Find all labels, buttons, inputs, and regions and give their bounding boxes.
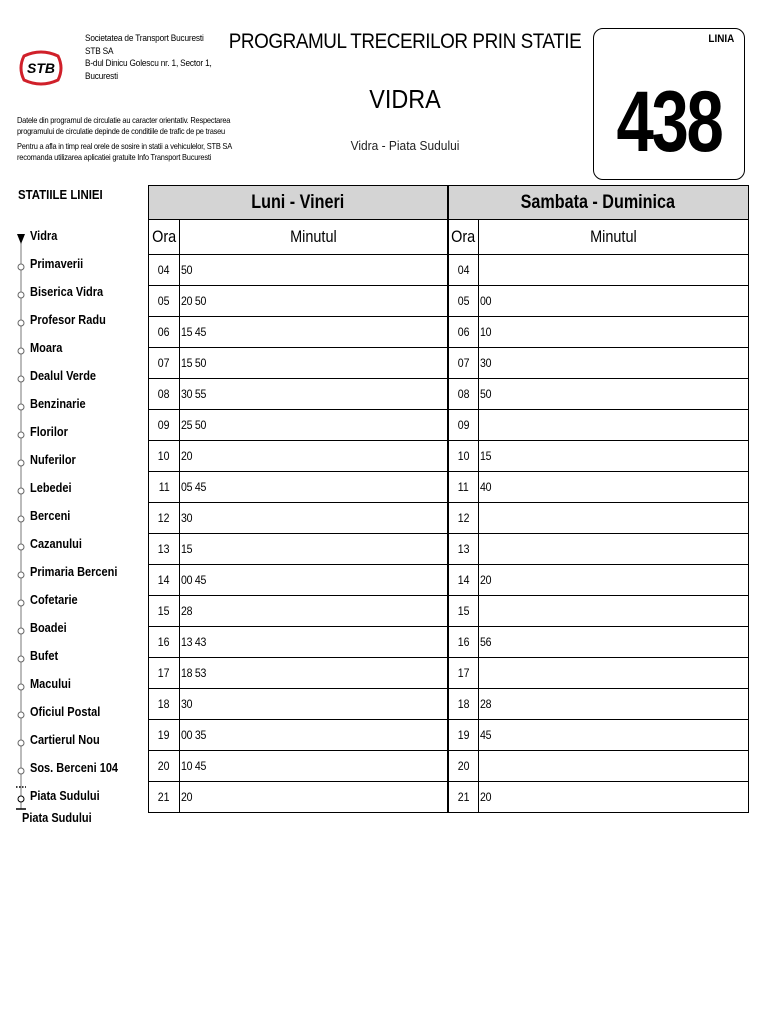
weekday-minutes-cell: 15 50 [180,348,448,379]
weekend-minutes-cell: 15 [479,441,749,472]
note-line: Pentru a afla in timp real orele de sosire in statii a vehiculelor, STB SA [17,141,232,151]
weekday-minutes-cell: 20 [180,782,448,813]
table-row [149,503,749,534]
weekday-minutes-cell: 30 [180,689,448,720]
station-item: Sos. Berceni 104 [30,761,119,775]
weekend-minutes-cell: 40 [479,472,749,503]
stop-marker-icon [18,404,24,410]
table-row [149,410,749,441]
stop-marker-icon [18,768,24,774]
table-row [149,441,749,472]
stop-marker-icon [18,600,24,606]
company-line: Societatea de Transport Bucuresti [85,33,204,43]
stop-marker-icon [18,320,24,326]
weekday-hour-cell: 07 [149,348,180,379]
table-row [149,658,749,689]
stations-title: STATIILE LINIEI [18,187,103,202]
weekend-hour-cell: 11 [448,472,479,503]
table-row [149,534,749,565]
weekday-header: Luni - Vineri [149,186,448,220]
weekend-minutes-cell: 00 [479,286,749,317]
stop-marker-icon [18,376,24,382]
station-item: Profesor Radu [30,313,106,327]
weekend-hour-cell: 16 [448,627,479,658]
weekend-minutes-cell: 45 [479,720,749,751]
station-item: Primaverii [30,257,84,271]
weekday-minutes-cell: 00 45 [180,565,448,596]
station-item: Oficiul Postal [30,705,101,719]
weekday-hour-cell: 21 [149,782,180,813]
company-line: Bucuresti [85,70,118,81]
terminus-stop-icon [18,796,24,802]
stop-marker-icon [18,432,24,438]
table-row [149,782,749,813]
weekend-minutes-cell [479,658,749,689]
line-label: LINIA [708,33,735,45]
weekend-header: Sambata - Duminica [448,186,749,220]
weekday-hour-cell: 13 [149,534,180,565]
company-line: STB SA [85,45,114,56]
station-item: Moara [30,341,63,355]
weekend-minutes-cell: 28 [479,689,749,720]
station-item: Piata Sudului [30,789,100,803]
station-item: Cazanului [30,537,82,551]
station-item: Lebedei [30,481,72,495]
weekday-hour-header: Ora [149,220,180,255]
weekday-minutes-cell: 05 45 [180,472,448,503]
weekend-hour-cell: 15 [448,596,479,627]
weekday-minutes-cell: 20 50 [180,286,448,317]
stop-marker-icon [18,656,24,662]
table-row [149,472,749,503]
weekday-hour-cell: 05 [149,286,180,317]
weekday-minutes-cell: 28 [180,596,448,627]
stop-marker-icon [18,740,24,746]
company-line: B-dul Dinicu Golescu nr. 1, Sector 1, [85,58,212,68]
station-item: Florilor [30,425,68,439]
weekend-minutes-cell: 30 [479,348,749,379]
weekday-hour-cell: 04 [149,255,180,286]
station-item: Benzinarie [30,397,86,411]
stop-marker-icon [18,348,24,354]
weekend-hour-cell: 21 [448,782,479,813]
table-row [149,689,749,720]
weekend-hour-cell: 06 [448,317,479,348]
weekend-hour-cell: 17 [448,658,479,689]
table-row [149,348,749,379]
stop-marker-icon [18,292,24,298]
weekend-hour-cell: 10 [448,441,479,472]
note-line: recomanda utilizarea aplicatiei gratuite Info Transport Bucuresti [17,151,212,162]
weekend-minutes-cell [479,596,749,627]
station-item: Cartierul Nou [30,733,100,747]
weekday-minutes-cell: 20 [180,441,448,472]
note-line: Datele din programul de circulatie au caracter orientativ. Respectarea [17,115,231,125]
weekday-minutes-cell: 30 [180,503,448,534]
weekend-hour-cell: 08 [448,379,479,410]
weekday-minutes-cell: 18 53 [180,658,448,689]
weekend-minutes-cell [479,751,749,782]
stop-marker-icon [18,628,24,634]
weekend-hour-cell: 20 [448,751,479,782]
weekend-minutes-cell: 20 [479,782,749,813]
weekday-minutes-cell: 15 45 [180,317,448,348]
station-item: Boadei [30,621,67,635]
station-item: Cofetarie [30,593,78,607]
weekday-hour-cell: 09 [149,410,180,441]
weekday-hour-cell: 15 [149,596,180,627]
table-row [149,751,749,782]
weekend-hour-cell: 19 [448,720,479,751]
weekend-hour-header: Ora [448,220,479,255]
note-line: programului de circulatie depinde de conditiile de trafic de pe traseu [17,125,225,136]
logo-text: STB [27,60,55,76]
weekend-minute-header: Minutul [479,220,749,255]
stop-marker-icon [18,460,24,466]
stop-marker-icon [18,516,24,522]
weekday-minutes-cell: 10 45 [180,751,448,782]
weekday-hour-cell: 12 [149,503,180,534]
stations-list [0,0,150,1024]
stop-marker-icon [18,488,24,494]
stop-marker-icon [18,684,24,690]
weekday-hour-cell: 06 [149,317,180,348]
program-title: PROGRAMUL TRECERILOR PRIN STATIE [228,30,582,53]
weekend-minutes-cell [479,534,749,565]
timetable [148,185,749,813]
stop-marker-icon [18,712,24,718]
weekend-minutes-cell: 56 [479,627,749,658]
table-row [149,255,749,286]
weekend-minutes-cell [479,503,749,534]
weekday-minutes-cell: 13 43 [180,627,448,658]
weekend-hour-cell: 07 [448,348,479,379]
weekend-hour-cell: 18 [448,689,479,720]
station-item: Vidra [30,229,58,243]
table-row [149,286,749,317]
weekday-hour-cell: 18 [149,689,180,720]
stop-marker-icon [18,544,24,550]
route-subtitle: Vidra - Piata Sudului [350,138,460,153]
weekday-hour-cell: 14 [149,565,180,596]
weekday-minutes-cell: 50 [180,255,448,286]
weekend-minutes-cell [479,410,749,441]
station-item: Macului [30,677,71,691]
station-title: VIDRA [369,84,441,114]
stop-marker-icon [18,572,24,578]
weekday-minutes-cell: 15 [180,534,448,565]
current-stop-marker-icon [17,234,25,244]
weekday-hour-cell: 16 [149,627,180,658]
station-item: Nuferilor [30,453,76,467]
table-row [149,627,749,658]
weekday-hour-cell: 17 [149,658,180,689]
weekend-hour-cell: 04 [448,255,479,286]
station-item: Primaria Berceni [30,565,118,579]
line-box [593,28,745,180]
weekday-minutes-cell: 25 50 [180,410,448,441]
table-row [149,720,749,751]
weekend-hour-cell: 09 [448,410,479,441]
table-row [149,317,749,348]
table-row [149,565,749,596]
terminus-label: Piata Sudului [22,811,92,825]
route-line-diagram [0,0,30,1024]
stop-marker-icon [18,264,24,270]
table-row [149,596,749,627]
table-row [149,379,749,410]
weekday-hour-cell: 10 [149,441,180,472]
weekday-minutes-cell: 30 55 [180,379,448,410]
line-number: 438 [616,74,722,170]
weekday-hour-cell: 08 [149,379,180,410]
station-item: Bufet [30,649,59,663]
station-item: Berceni [30,509,71,523]
weekday-minute-header: Minutul [180,220,448,255]
weekend-hour-cell: 14 [448,565,479,596]
weekday-hour-cell: 20 [149,751,180,782]
weekend-minutes-cell: 10 [479,317,749,348]
weekend-hour-cell: 13 [448,534,479,565]
weekday-hour-cell: 11 [149,472,180,503]
weekend-hour-cell: 12 [448,503,479,534]
weekend-minutes-cell: 50 [479,379,749,410]
station-item: Biserica Vidra [30,285,104,299]
weekday-hour-cell: 19 [149,720,180,751]
weekend-hour-cell: 05 [448,286,479,317]
weekend-minutes-cell [479,255,749,286]
weekday-minutes-cell: 00 35 [180,720,448,751]
station-item: Dealul Verde [30,369,97,383]
weekend-minutes-cell: 20 [479,565,749,596]
